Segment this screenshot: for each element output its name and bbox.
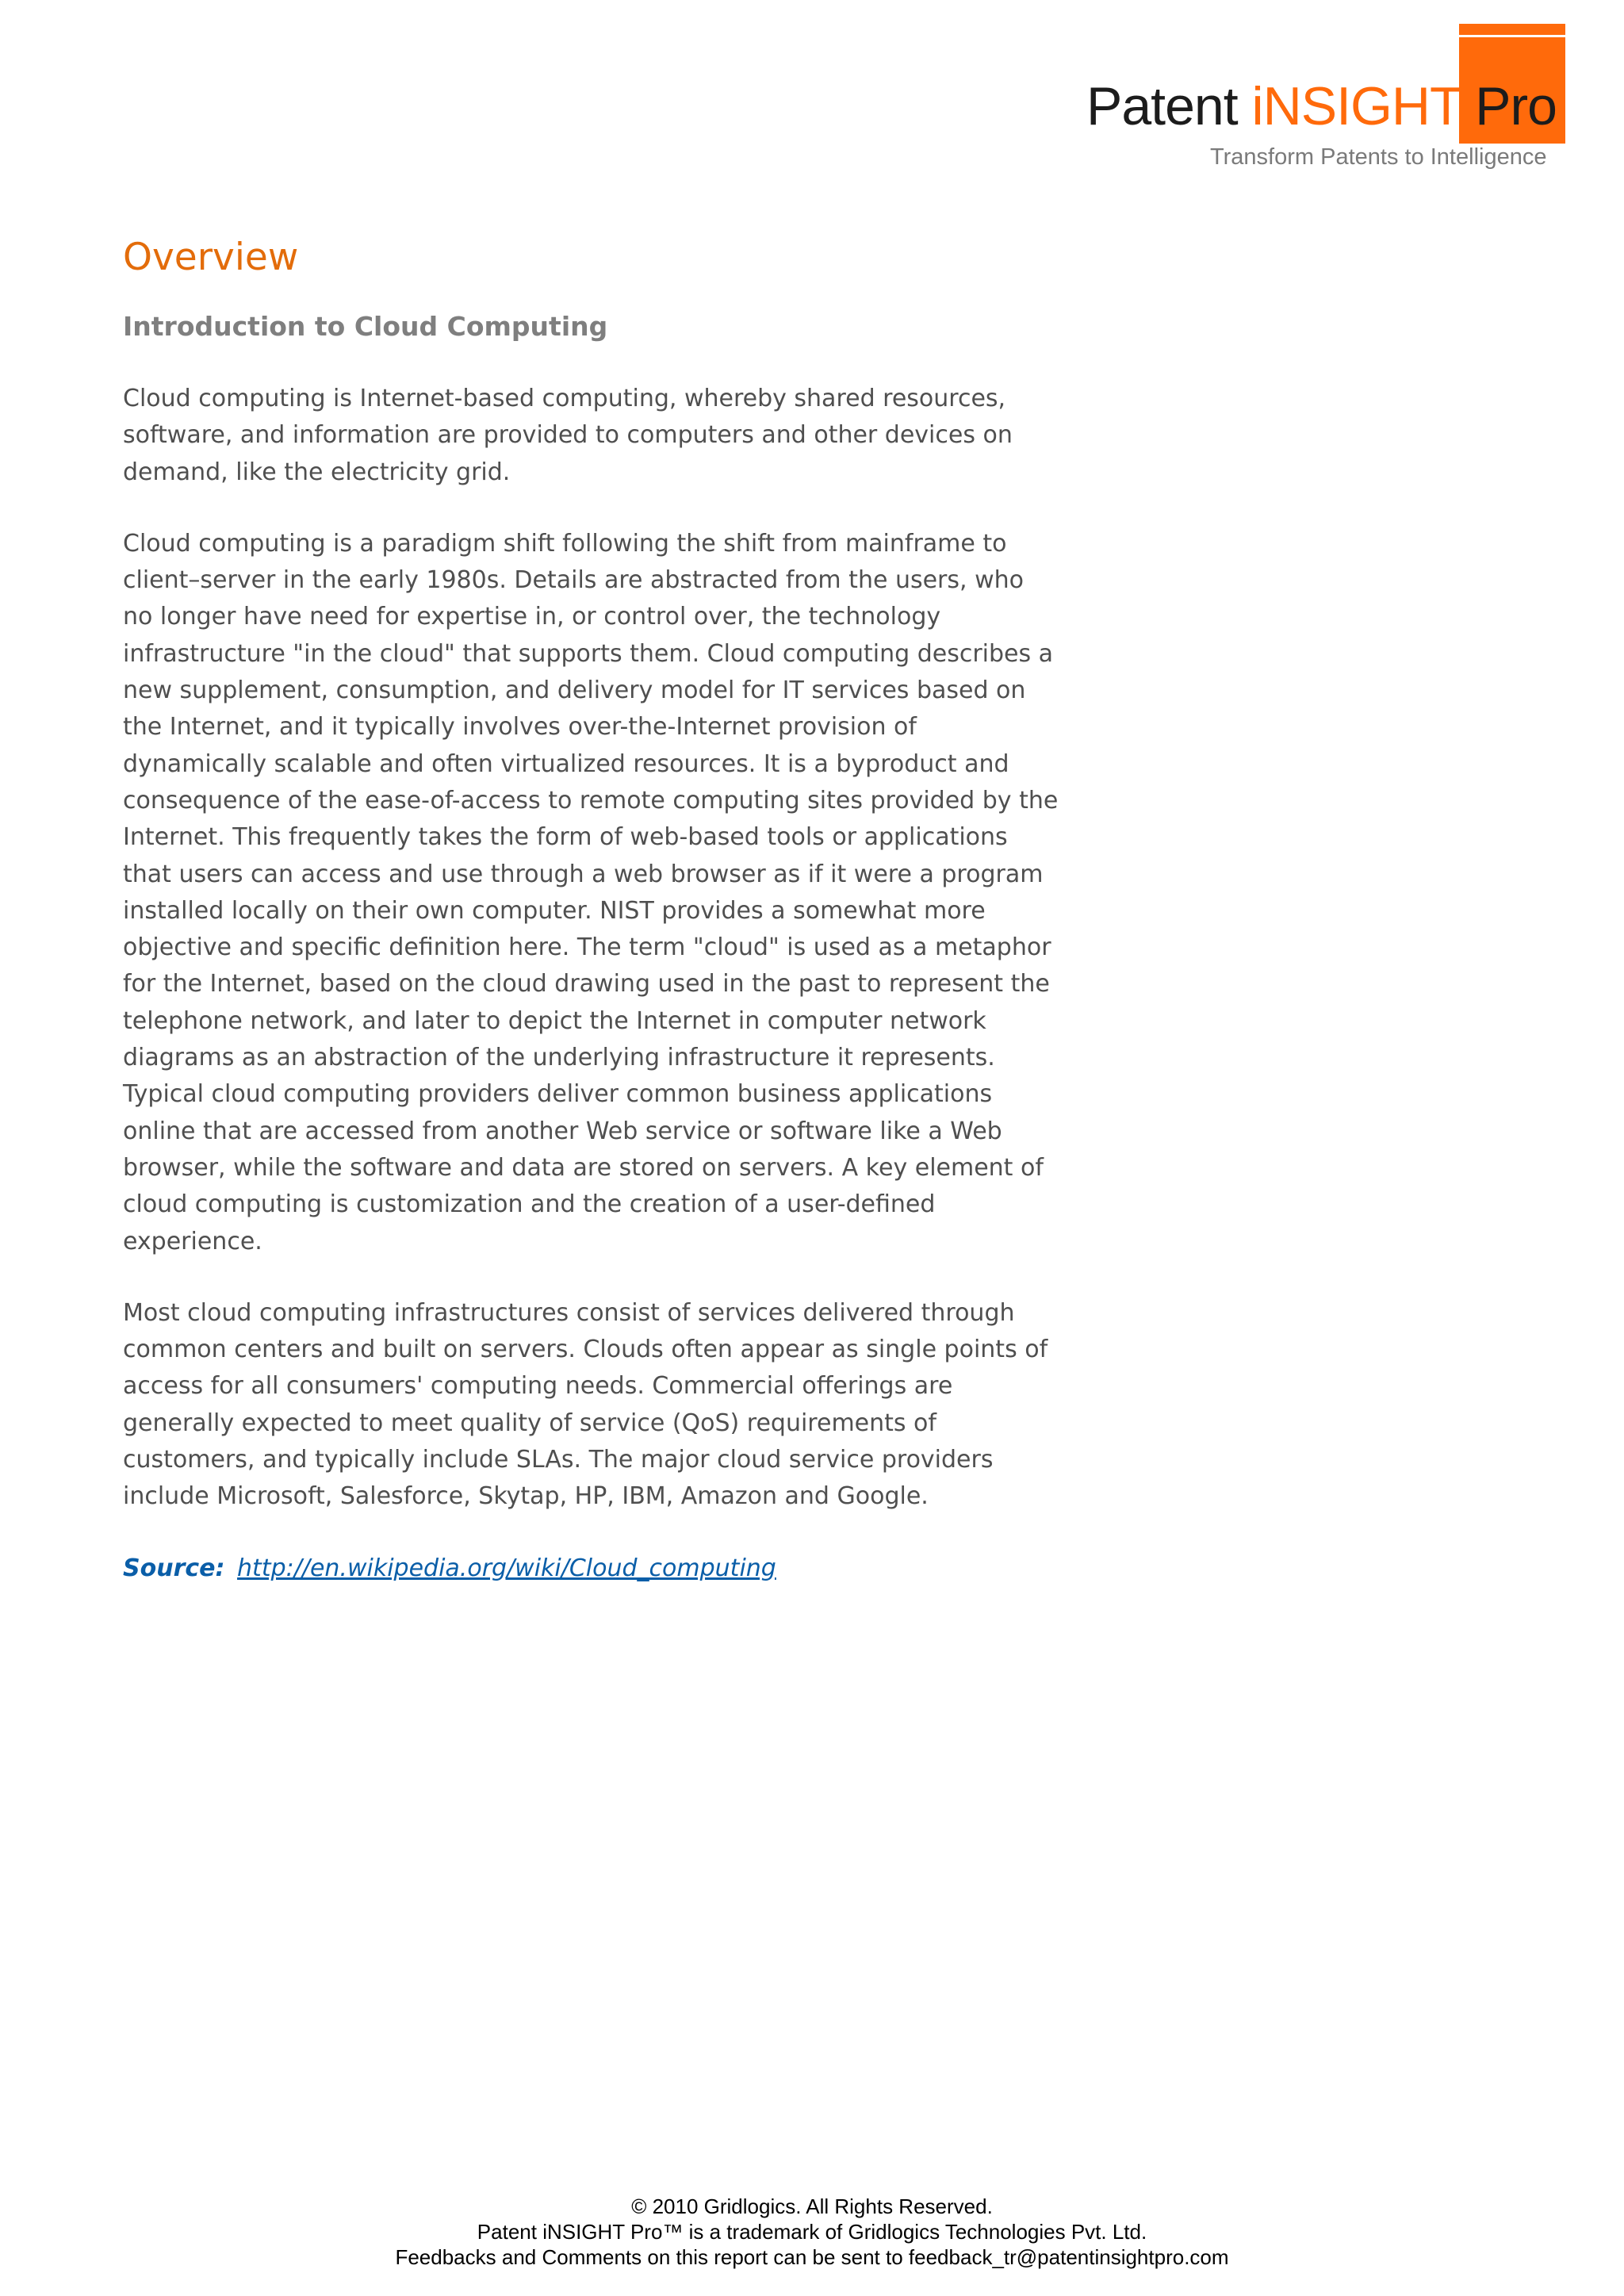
logo-block-divider — [1459, 35, 1565, 37]
source-line — [123, 1550, 1074, 1587]
page-footer — [0, 2194, 1624, 2270]
document-body — [123, 228, 1074, 1587]
page-title: Overview — [123, 236, 299, 279]
paragraph-1: Cloud computing is Internet-based computing, whereby shared resources, software, and information are provided to computers and other devices on demand, like the electricity grid. — [123, 385, 1013, 486]
source-link[interactable]: http://en.wikipedia.org/wiki/Cloud_computing — [237, 1554, 776, 1582]
logo-word-pro: Pro — [1461, 76, 1557, 136]
footer-feedback: Feedbacks and Comments on this report can be sent to feedback_tr@patentinsightpro.com — [395, 2245, 1229, 2269]
company-logo — [1078, 22, 1574, 173]
source-label: Source: — [123, 1554, 225, 1582]
paragraph-2: Cloud computing is a paradigm shift following the shift from mainframe to client–server in the early 1980s. Details are abstracted from the users, who no longer have need for expertise in, or control over, the technology infrastructure "in the cloud" that supports them. Cloud computing describes a new supplement, consumption, and delivery model for IT services based on the Internet, and it typically involves over-the-Internet provision of dynamically scalable and often virtualized resources. It is a byproduct and consequence of the ease-of-access to remote computing sites provided by the Internet. This frequently takes the form of web-based tools or applications that users can access and use through a web browser as if it were a program installed locally on their own computer. NIST provides a somewhat more objective and specific definition here. The term "cloud" is used as a metaphor for the Internet, based on the cloud drawing used in the past to represent the telephone network, and later to depict the Internet in computer network diagrams as an abstraction of the underlying infrastructure it represents. Typical cloud computing providers deliver common business applications online that are accessed from another Web service or software like a Web browser, while the software and data are stored on servers. A key element of cloud computing is customization and the creation of a user-defined experience. — [123, 529, 1059, 1255]
logo-wordmark — [1086, 76, 1557, 136]
logo-word-insight: iNSIGHT — [1251, 76, 1461, 136]
section-subheading: Introduction to Cloud Computing — [123, 311, 608, 342]
footer-copyright: © 2010 Gridlogics. All Rights Reserved. — [631, 2194, 993, 2218]
logo-word-patent: Patent — [1086, 76, 1252, 136]
logo-tagline: Transform Patents to Intelligence — [1210, 144, 1547, 170]
paragraph-3: Most cloud computing infrastructures consist of services delivered through common centers and built on servers. Clouds often appear as single points of access for all consumers' computing needs. Commercial offerings are generally expected to meet quality of service (QoS) requirements of customers, and typically include SLAs. The major cloud service providers include Microsoft, Salesforce, Skytap, HP, IBM, Amazon and Google. — [123, 1298, 1048, 1511]
footer-trademark: Patent iNSIGHT Pro™ is a trademark of Gridlogics Technologies Pvt. Ltd. — [477, 2220, 1147, 2244]
